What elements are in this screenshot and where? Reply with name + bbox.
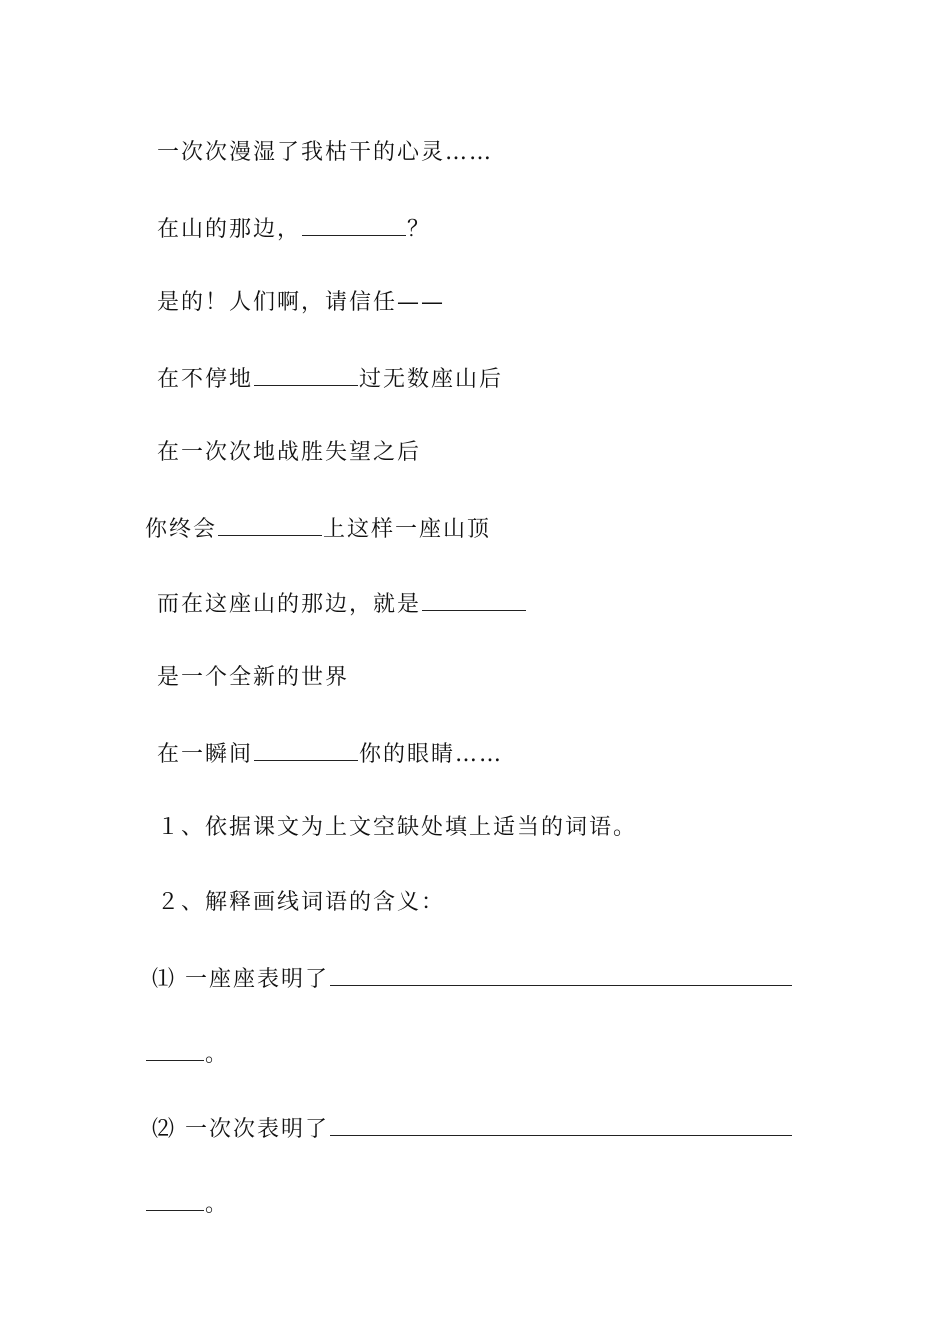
poem-line-5 [157, 438, 421, 468]
poem-line-7 [157, 588, 527, 620]
poem-line-1 [157, 138, 493, 168]
question-1 [157, 813, 637, 843]
poem-line-text: 你终会 [145, 517, 218, 542]
poem-line-4 [157, 363, 503, 395]
question-text: ２、解释画线词语的含义： [157, 890, 446, 915]
fill-blank[interactable] [302, 213, 406, 236]
poem-line-text: 你的眼睛…… [359, 742, 504, 767]
poem-line-6 [145, 513, 491, 545]
poem-line-9 [157, 738, 503, 770]
poem-line-text: ？ [407, 217, 432, 242]
answer-line[interactable] [146, 1188, 204, 1211]
answer-line[interactable] [146, 1038, 204, 1061]
question-text: ⑴ 一座座表明了 [152, 967, 329, 992]
question-text: １、依据课文为上文空缺处填上适当的词语。 [157, 815, 638, 840]
question-text: 。 [205, 1192, 230, 1217]
poem-line-text: 而在这座山的那边，就是 [157, 592, 422, 617]
poem-line-text: 在一次次地战胜失望之后 [157, 440, 422, 465]
answer-line[interactable] [330, 963, 792, 986]
poem-line-text: 一次次漫湿了我枯干的心灵…… [157, 140, 494, 165]
question-text: 。 [205, 1042, 230, 1067]
question-2-item-1-continued [145, 1038, 229, 1070]
fill-blank[interactable] [422, 588, 526, 611]
question-2-item-2-continued [145, 1188, 229, 1220]
question-text: ⑵ 一次次表明了 [152, 1117, 329, 1142]
poem-line-text: 过无数座山后 [359, 367, 504, 392]
poem-line-text: 上这样一座山顶 [323, 517, 492, 542]
poem-line-8 [157, 663, 349, 693]
poem-line-text: 在不停地 [157, 367, 254, 392]
poem-line-text: 是的！人们啊，请信任—— [157, 290, 446, 315]
answer-line[interactable] [330, 1113, 792, 1136]
poem-line-text: 是一个全新的世界 [157, 665, 350, 690]
poem-line-3 [157, 288, 445, 318]
poem-line-2 [157, 213, 431, 245]
fill-blank[interactable] [254, 738, 358, 761]
poem-line-text: 在山的那边， [157, 217, 302, 242]
fill-blank[interactable] [218, 513, 322, 536]
fill-blank[interactable] [254, 363, 358, 386]
question-2-item-2 [152, 1113, 793, 1145]
poem-line-text: 在一瞬间 [157, 742, 254, 767]
question-2 [157, 888, 445, 918]
question-2-item-1 [152, 963, 793, 995]
